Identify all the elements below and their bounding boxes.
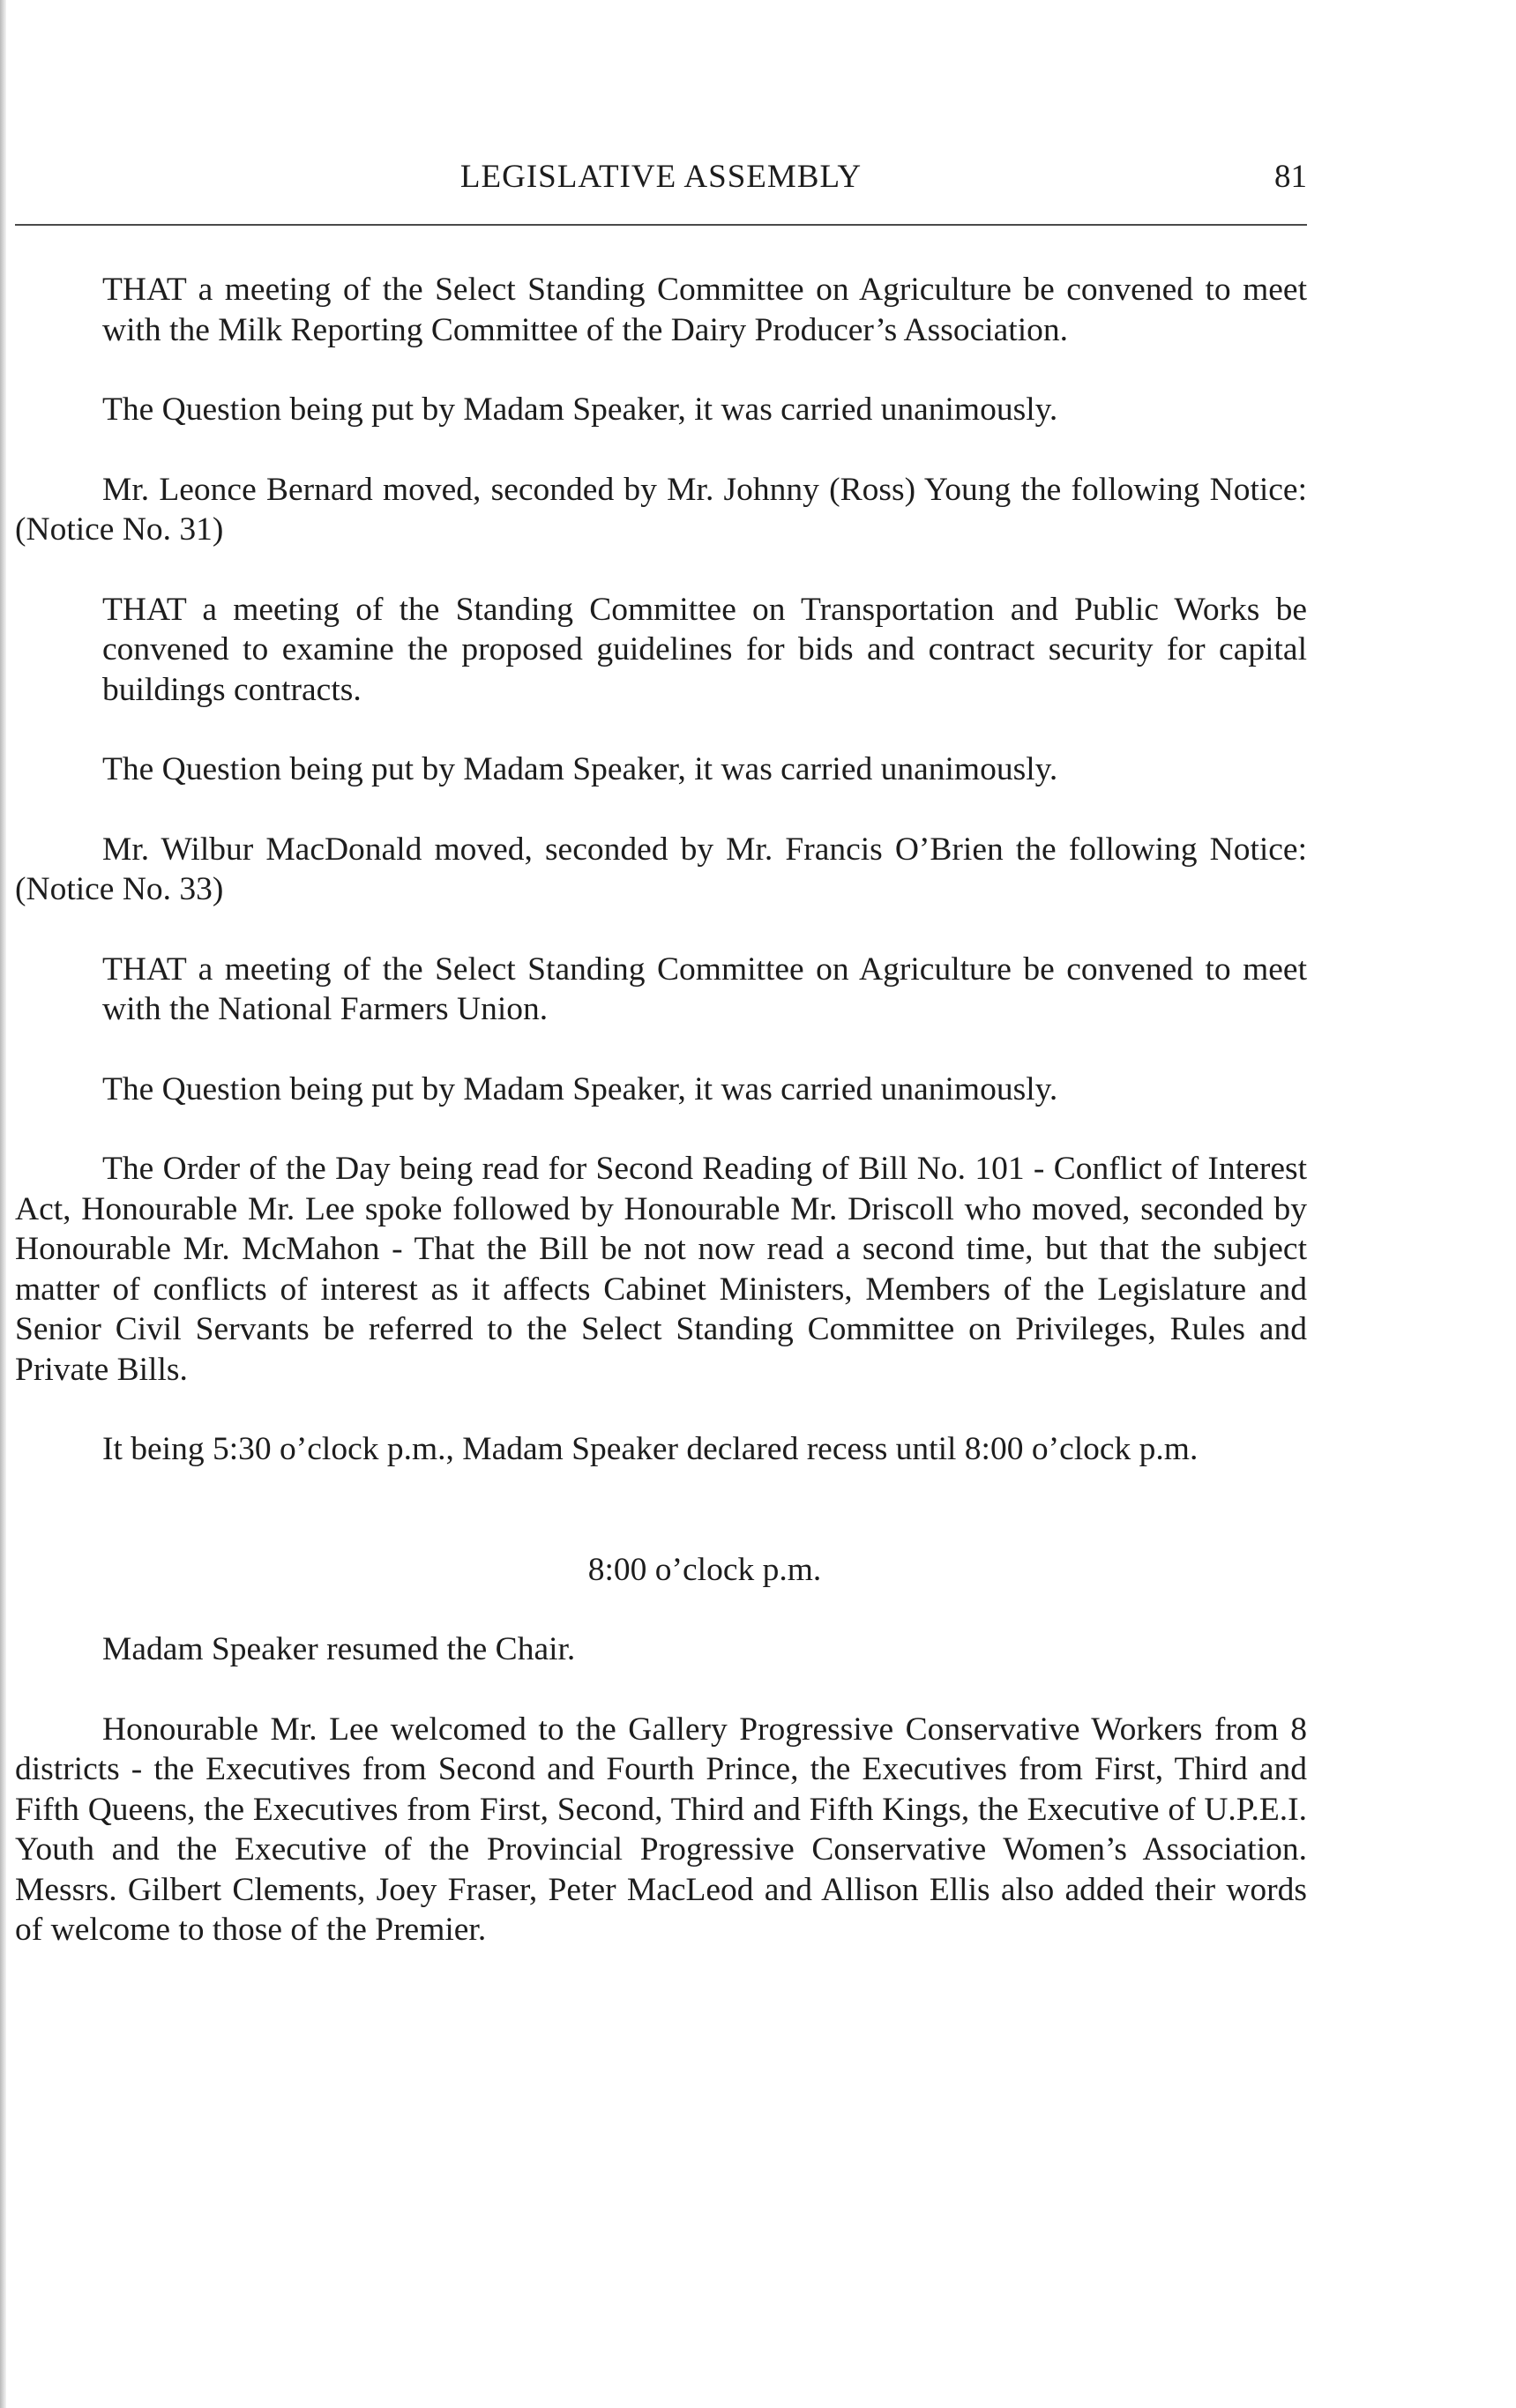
speaker-resumed-paragraph: Madam Speaker resumed the Chair. [102,1631,576,1667]
notice-moved-paragraph: Mr. Leonce Bernard moved, seconded by Mr. Johnny (Ross) Young the following Notice: (Notice No. 31) [15,471,1307,548]
document-page [15,0,1307,2408]
header-divider [15,224,1307,226]
gallery-welcome-paragraph: Honourable Mr. Lee welcomed to the Gallery Progressive Conservative Workers from 8 districts - the Executives from Second and Fourth Prince, the Executives from First, Third and Fifth Queens, the Executives from First, Second, Third and Fifth Kings, the Executive of U.P.E.I. Youth and the Executive of the Provincial Progressive Conservative Women’s Association. Messrs. Gilbert Clements, Joey Fraser, Peter MacLeod and Allison Ellis also added their words of welcome to those of the Premier. [15,1711,1307,1948]
question-carried-paragraph: The Question being put by Madam Speaker, it was carried unanimously. [102,1070,1058,1107]
motion-text-paragraph: THAT a meeting of the Standing Committee on Transportation and Public Works be convened to examine the proposed guidelines for bids and contract security for capital buildings contracts. [102,591,1307,708]
page-number: 81 [1274,159,1307,195]
notice-moved-paragraph: Mr. Wilbur MacDonald moved, seconded by Mr. Francis O’Brien the following Notice: (Notice No. 33) [15,831,1307,907]
motion-text-paragraph: THAT a meeting of the Select Standing Committee on Agriculture be convened to meet with the Milk Reporting Committee of the Dairy Producer’s Association. [102,272,1307,348]
question-carried-paragraph: The Question being put by Madam Speaker, it was carried unanimously. [102,391,1058,428]
session-time-heading: 8:00 o’clock p.m. [587,1551,822,1588]
document-body [15,270,1307,1950]
header-title: LEGISLATIVE ASSEMBLY [459,159,863,195]
motion-text-paragraph: THAT a meeting of the Select Standing Committee on Agriculture be convened to meet with the National Farmers Union. [102,951,1307,1027]
question-carried-paragraph: The Question being put by Madam Speaker, it was carried unanimously. [102,751,1058,787]
order-of-the-day-paragraph: The Order of the Day being read for Second Reading of Bill No. 101 - Conflict of Interest Act, Honourable Mr. Lee spoke followed by Honourable Mr. Driscoll who moved, seconded by Honourable Mr. McMahon - That the Bill be not now read a second time, but that the subject matter of conflicts of interest as it affects Cabinet Ministers, Members of the Legislature and Senior Civil Servants be referred to the Select Standing Committee on Privileges, Rules and Private Bills. [15,1151,1307,1388]
recess-paragraph: It being 5:30 o’clock p.m., Madam Speaker declared recess until 8:00 o’clock p.m. [102,1431,1199,1467]
scan-edge-shadow [0,0,6,2408]
running-header [15,155,1307,199]
